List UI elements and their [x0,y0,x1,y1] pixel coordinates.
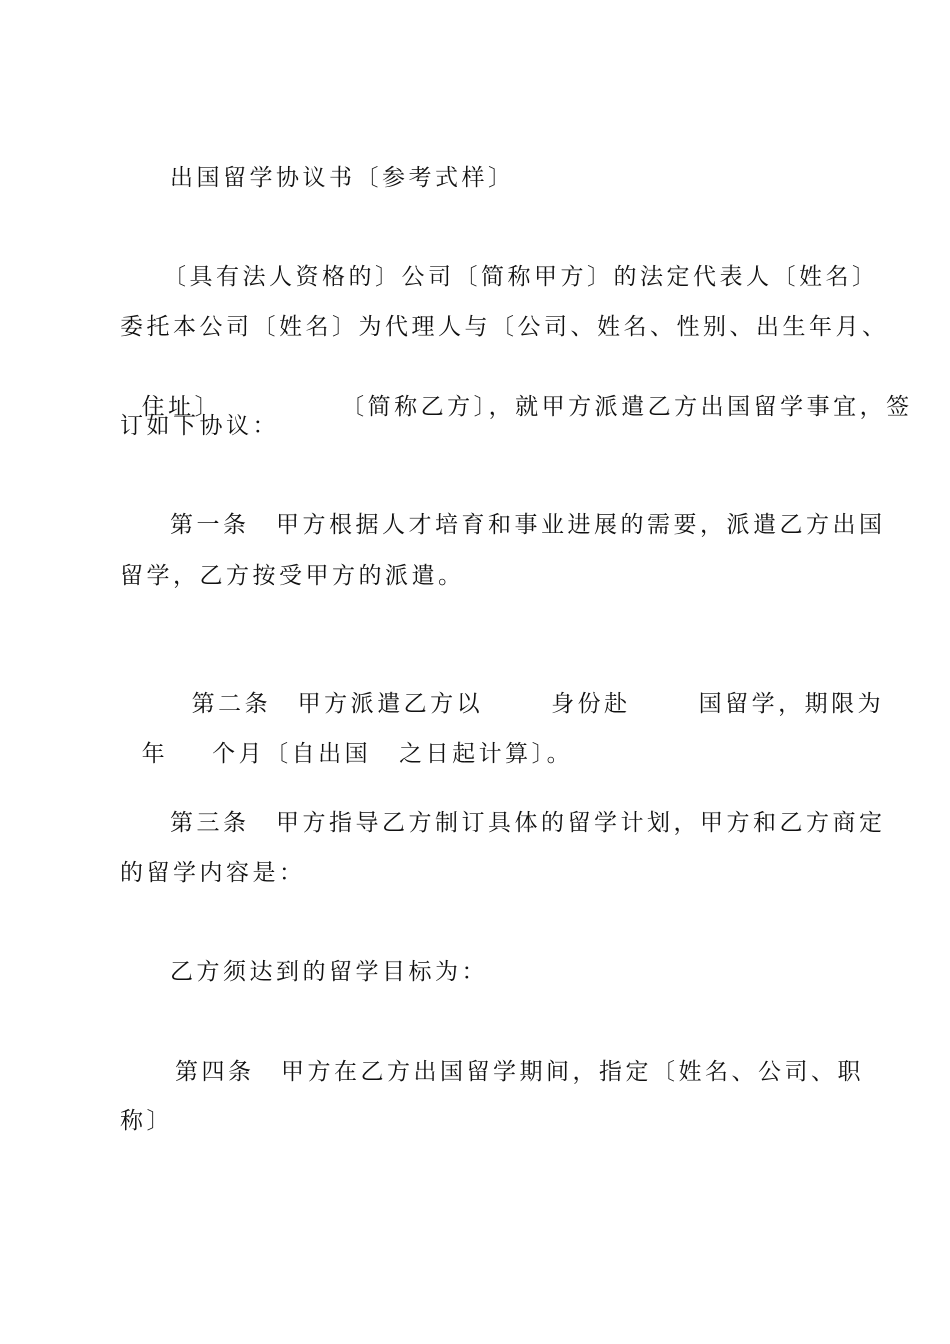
article-1-line-2: 留学，乙方按受甲方的派遣。 [120,563,465,589]
article-3-line-1: 第三条 甲方指导乙方制订具体的留学计划，甲方和乙方商定 [170,810,886,836]
article-2-line-1 [170,659,885,717]
study-goal-line: 乙方须达到的留学目标为： [170,959,488,985]
article-2-line-2-mid: 个月〔自出国 [212,741,372,767]
preamble-line-3 [120,362,913,420]
article-2-line-1-mid: 身份赴 [551,691,631,717]
article-2-line-2 [120,709,574,767]
preamble-line-3-end: 〔简称乙方〕，就甲方派遣乙方出国留学事宜，签 [341,394,913,420]
preamble-line-1: 〔具有法人资格的〕公司〔简称甲方〕的法定代表人〔姓名〕 [163,264,879,290]
article-2-line-2-start: 年 [141,741,169,767]
preamble-line-3-start: 住址〕 [141,394,222,420]
preamble-line-2: 委托本公司〔姓名〕为代理人与〔公司、姓名、性别、出生年月、 [120,314,889,340]
article-4-line-1: 第四条 甲方在乙方出国留学期间，指定〔姓名、公司、职 [175,1059,864,1085]
document-title: 出国留学协议书〔参考式样〕 [170,165,515,191]
article-1-line-1: 第一条 甲方根据人才培育和事业进展的需要，派遣乙方出国 [170,512,886,538]
article-2-line-1-end: 国留学，期限为 [698,691,885,717]
article-4-line-2: 称〕 [120,1108,173,1134]
article-2-line-1-start: 第二条 甲方派遣乙方以 [191,691,484,717]
preamble-line-4: 订如下协议： [120,413,279,439]
article-2-line-2-end: 之日起计算〕。 [399,741,574,767]
article-3-line-2: 的留学内容是： [120,860,306,886]
